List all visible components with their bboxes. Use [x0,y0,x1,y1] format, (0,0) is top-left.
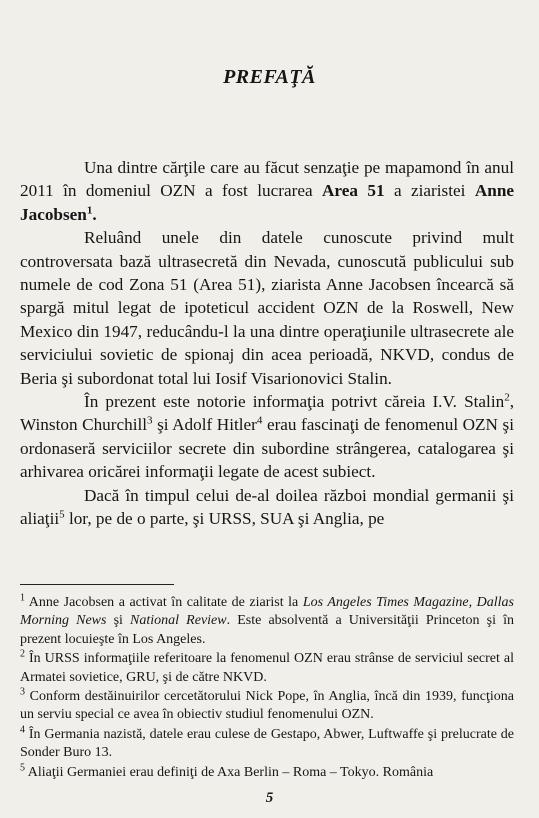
text-run: Anne Jacobsen a activat în calitate de ziarist la [25,595,303,610]
text-run: a ziaristei [384,181,475,201]
footnote-separator [20,584,174,585]
text-run: lor, pe de o parte, şi URSS, SUA şi Anglia, pe [64,509,385,529]
text-run: National Review [130,613,227,629]
text-run: În URSS informaţiile referitoare la fenomenul OZN erau strânse de serviciul secret al Armatei sovietice, GRU, şi de către NKVD. [20,651,514,685]
text-run: Area 51 [322,181,385,201]
text-run: , Winston Churchill [20,392,514,435]
body-text [20,156,514,531]
page-title: PREFAŢĂ [223,66,316,88]
text-run: Una dintre cărţile care au făcut senzaţie pe mapamond în anul 2011 în domeniul OZN a fost lucrarea [20,158,514,201]
footnote-ref: 2 [504,391,510,404]
footnote-number: 5 [20,762,25,773]
footnote-number: 1 [20,592,25,604]
footnote-ref: 4 [256,414,263,427]
footnote [20,688,514,725]
footnote [20,764,514,782]
text-run: În Germania nazistă, datele erau culese de Gestapo, Abwer, Luftwaffe şi prelucrate de Sonder Buro 13. [20,726,514,761]
paragraph [20,390,514,484]
text-run: Aliaţii Germaniei erau definiţi de Axa Berlin – Roma – Tokyo. România [25,764,434,780]
footnote-number: 4 [20,724,25,736]
footnotes [20,594,514,783]
text-run: Dacă în timpul celui de-al doilea război mondial germanii şi aliaţii [20,485,514,529]
paragraph [20,156,514,226]
text-run: În prezent este notorie informaţia potrivt căreia I.V. Stalin [84,392,505,412]
footnote-number: 2 [20,648,25,660]
page-number: 5 [265,790,274,806]
footnote-ref: 3 [147,414,153,427]
text-run: . [92,204,97,224]
text-run: Reluând unele din datele cunoscute privind mult controversata bază ultrasecretă din Nevada, cunoscută publicului sub numele de cod Zona 51 (Area 51), ziarista Anne Jacobsen încearcă să spargă mitul legat de ipoteticul accident OZN de la Roswell, New Mexico din 1947, reducându-l la una dintre operaţiunile ultrasecrete ale serviciului sovietic de spionaj din acea perioadă, NKVD, condus de Beria şi subordonat total lui Iosif Visarionovici Stalin. [20,228,514,388]
text-run: erau fascinaţi de fenomenul OZN şi ordonaseră serviciilor secrete din subordine strângerea, catalogarea şi arhivarea oricărei informaţii legate de acest subiect. [20,415,514,482]
text-run: Los Angeles Times Magazine, Dallas Morning News [20,595,514,629]
paragraph [20,484,514,531]
footnote-number: 3 [20,686,25,698]
text-run: Conform destăinuirilor cercetătorului Nick Pope, în Anglia, încă din 1939, funcţiona un serviu special ce avea în obiectiv studiul fenomenului OZN. [20,689,514,723]
footnote [20,650,514,687]
text-run: Anne Jacobsen [20,181,515,224]
footnote [20,594,514,649]
footnote-ref: 1 [86,204,93,217]
text-run: şi [106,613,131,629]
footnote-ref: 5 [59,508,65,521]
footnote [20,726,514,763]
text-run: . Este absolventă a Universităţii Princeton şi în prezent locuieşte în Los Angeles. [20,613,515,647]
paragraph [20,226,514,390]
text-run: şi Adolf Hitler [152,415,257,435]
